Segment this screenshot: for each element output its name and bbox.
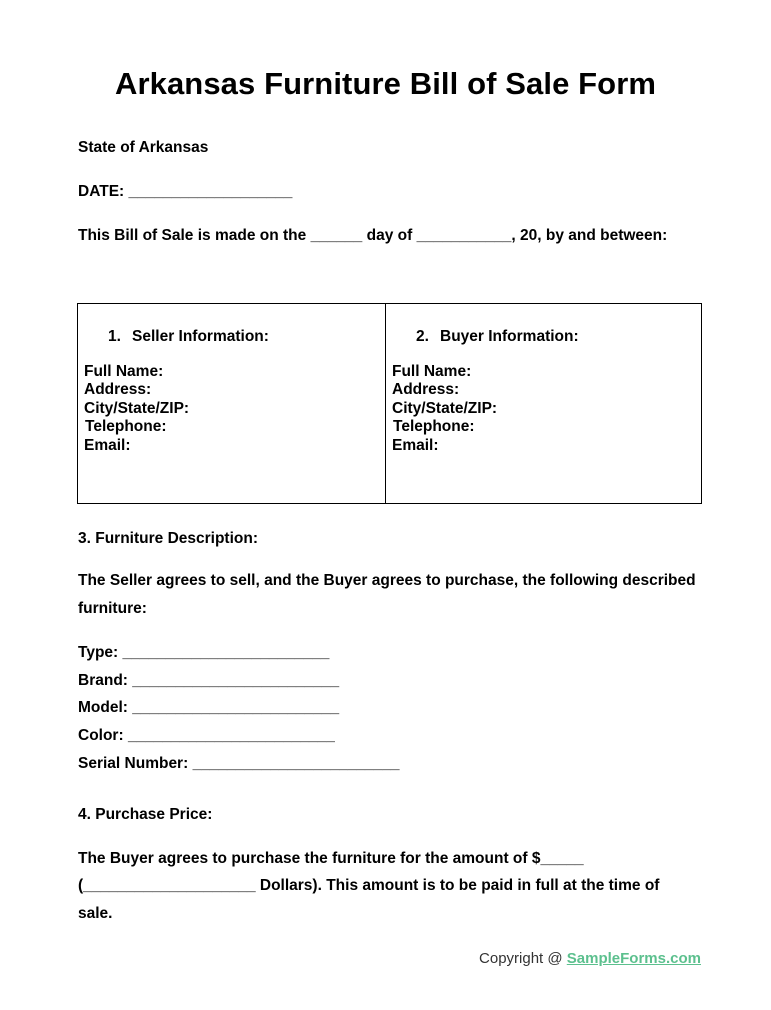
buyer-full-name-field[interactable]: Full Name: <box>392 363 472 380</box>
seller-number: 1. <box>108 328 121 345</box>
date-label: DATE: <box>78 183 125 200</box>
copyright-footer <box>479 950 701 967</box>
type-blank[interactable]: ________________________ <box>122 644 330 661</box>
date-line <box>78 183 292 201</box>
buyer-fields <box>392 363 497 455</box>
intro-text-2: day of <box>366 227 413 244</box>
color-label: Color: <box>78 727 124 744</box>
buyer-address-field[interactable]: Address: <box>392 381 460 399</box>
seller-address-field[interactable]: Address: <box>84 381 152 399</box>
buyer-info-cell <box>386 304 700 503</box>
serial-number-blank[interactable]: ________________________ <box>192 755 400 772</box>
seller-email-field[interactable]: Email: <box>84 436 131 454</box>
price-heading: 4. Purchase Price: <box>78 806 213 823</box>
furniture-serial-line <box>78 755 399 773</box>
buyer-telephone-field[interactable]: Telephone: <box>393 418 475 436</box>
document-title: Arkansas Furniture Bill of Sale Form <box>114 66 657 101</box>
date-blank[interactable]: ___________________ <box>128 183 293 200</box>
model-label: Model: <box>78 699 128 716</box>
color-blank[interactable]: ________________________ <box>127 727 335 744</box>
seller-heading-text: Seller Information: <box>132 328 269 345</box>
buyer-number: 2. <box>416 328 429 345</box>
seller-telephone-field[interactable]: Telephone: <box>85 418 167 436</box>
state-line: State of Arkansas <box>78 139 209 156</box>
party-info-table <box>77 303 702 504</box>
sampleforms-link[interactable]: SampleForms.com <box>566 950 701 967</box>
intro-line <box>78 227 667 245</box>
furniture-brand-line <box>78 672 339 690</box>
furniture-type-line <box>78 644 329 662</box>
copyright-text: Copyright @ <box>479 950 567 967</box>
seller-heading <box>108 328 269 346</box>
type-label: Type: <box>78 644 119 661</box>
seller-city-state-zip-field[interactable]: City/State/ZIP: <box>84 399 190 417</box>
price-paragraph-line-3: sale. <box>78 905 113 922</box>
intro-text-3: , 20, by and between: <box>511 227 668 244</box>
model-blank[interactable]: ________________________ <box>132 699 340 716</box>
intro-text-1: This Bill of Sale is made on the <box>78 227 307 244</box>
buyer-email-field[interactable]: Email: <box>392 436 439 454</box>
seller-full-name-field[interactable]: Full Name: <box>84 363 164 380</box>
furniture-color-line <box>78 727 335 745</box>
buyer-heading <box>416 328 579 346</box>
furniture-model-line <box>78 699 339 717</box>
brand-label: Brand: <box>78 672 128 689</box>
furniture-heading: 3. Furniture Description: <box>78 530 258 547</box>
seller-fields <box>84 363 189 455</box>
seller-info-cell <box>78 304 386 503</box>
buyer-city-state-zip-field[interactable]: City/State/ZIP: <box>392 399 498 417</box>
serial-number-label: Serial Number: <box>78 755 189 772</box>
price-paragraph-line-2: (____________________ Dollars). This amount is to be paid in full at the time of <box>78 877 660 894</box>
price-paragraph-line-1: The Buyer agrees to purchase the furniture for the amount of $_____ <box>78 850 584 867</box>
brand-blank[interactable]: ________________________ <box>132 672 340 689</box>
day-blank[interactable]: ______ <box>310 227 363 244</box>
buyer-heading-text: Buyer Information: <box>440 328 579 345</box>
month-blank[interactable]: ___________ <box>416 227 512 244</box>
furniture-paragraph: The Seller agrees to sell, and the Buyer agrees to purchase, the following described furniture: <box>78 572 696 617</box>
